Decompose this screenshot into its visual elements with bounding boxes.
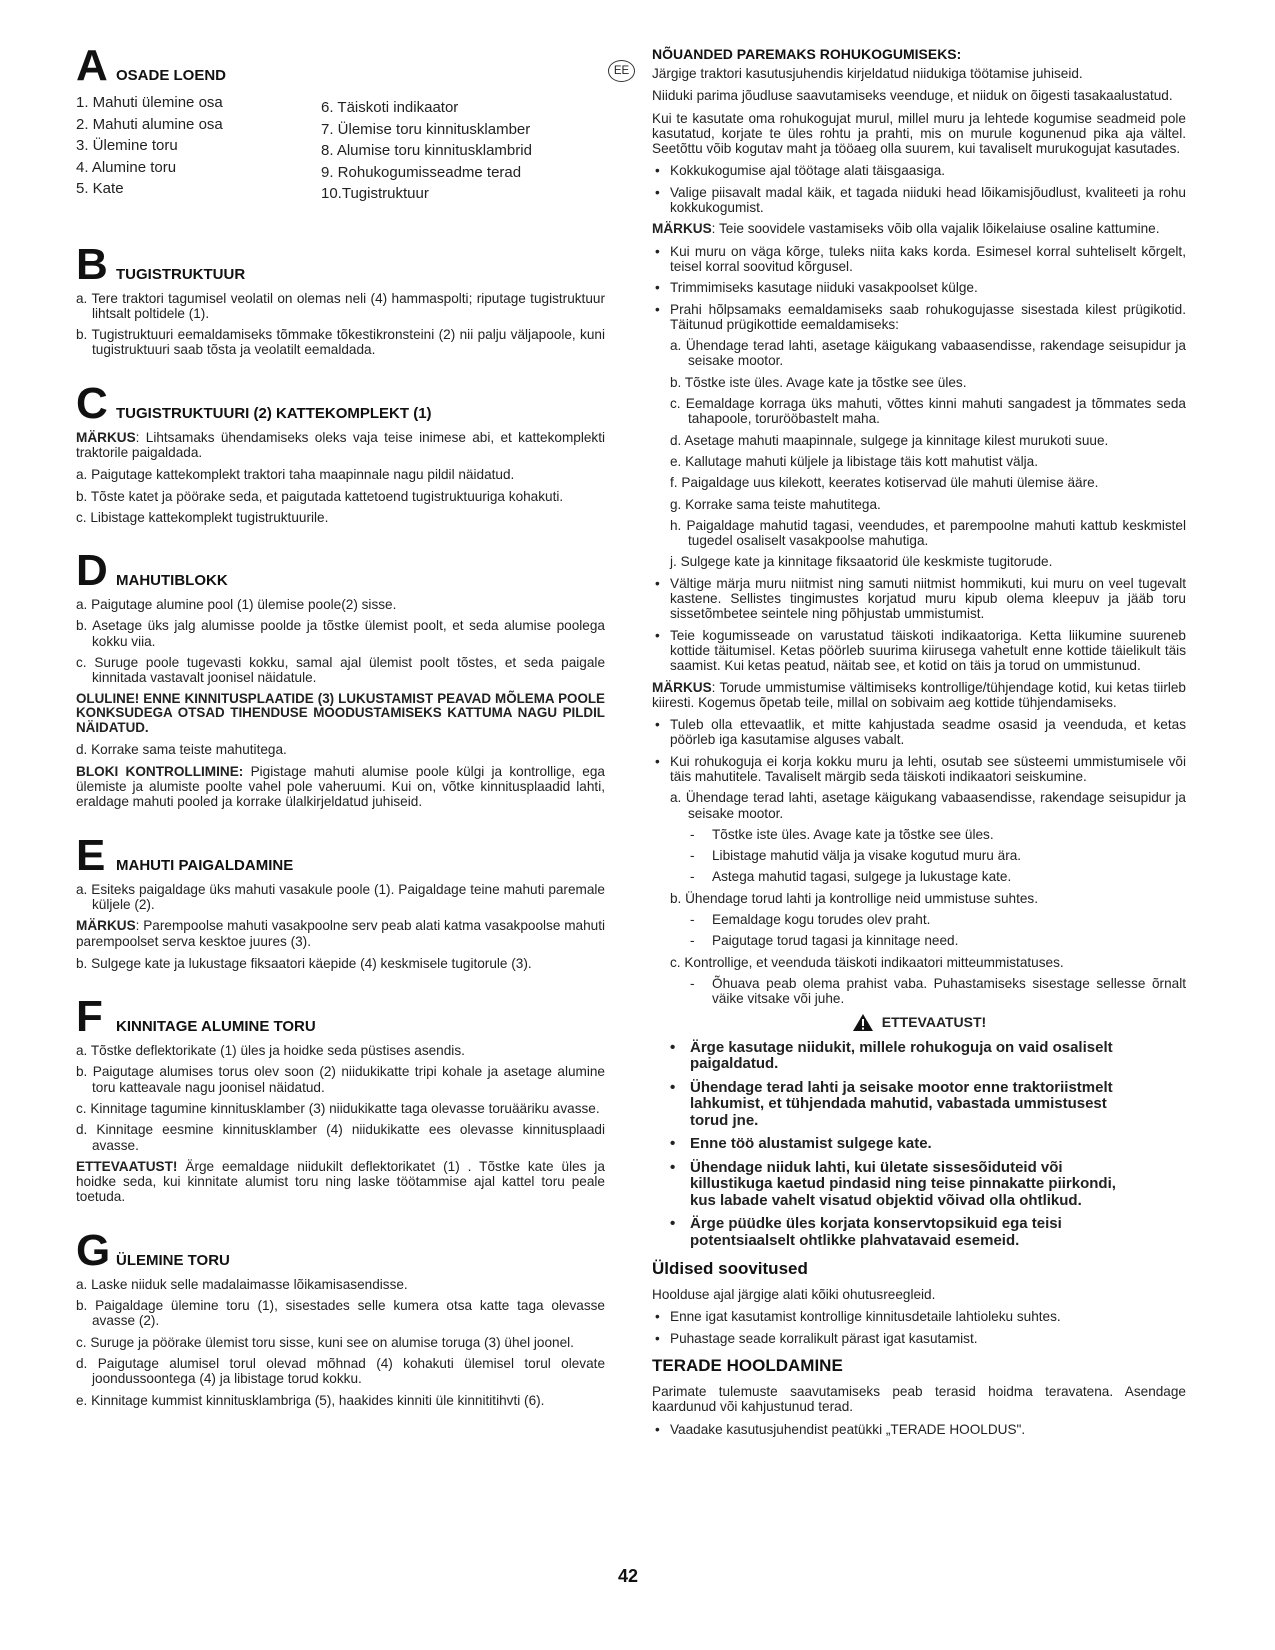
warning-item: • Ärge kasutage niidukit, millele rohukoguja on vaid osaliselt paigaldatud. <box>670 1040 1120 1073</box>
section-b <box>76 239 605 358</box>
section-letter: C <box>76 378 108 428</box>
section-title: KINNITAGE ALUMINE TORU <box>116 1018 316 1036</box>
section-letter: A <box>76 41 108 90</box>
section-a-header <box>76 41 605 90</box>
list-item: 1. Mahuti ülemine osa <box>76 94 223 111</box>
list-item: b. Paigutage alumises torus olev soon (2) niidukikatte tripi kohale ja asetage alumine toru katteavale nagu joonisel näidatud. <box>76 1064 605 1095</box>
section-title: MAHUTIBLOKK <box>116 572 228 590</box>
section-c-header <box>76 378 605 428</box>
bullet-item: • Valige piisavalt madal käik, et tagada niiduki head lõikamisjõudlust, kvaliteeti ja rohu kokkukogumist. <box>652 185 1186 216</box>
warning-item: • Ärge püüdke üles korjata konservtopsikuid ega teisi potentsiaalselt ohtlikke plahvatavaid esemeid. <box>670 1216 1120 1249</box>
bullet-item: • Prahi hõlpsamaks eemaldamiseks saab rohukogujasse sisestada kilest prügikotid. Täitunud prügikottide eemaldamiseks: <box>652 302 1186 333</box>
note: MÄRKUS: Torude ummistumise vältimiseks kontrollige/tühjendage kotid, kui ketas tiirleb kiiresti. Kogemus õpetab teile, millal on sobivaim aeg kottide tühjendamiseks. <box>652 679 1186 710</box>
list-item: 10.Tugistruktuur <box>321 185 429 202</box>
section-e <box>76 830 605 971</box>
list-item: b. Asetage üks jalg alumisse poolde ja tõstke ülemist poolt, et seda alumise poolega kokku viia. <box>76 618 605 649</box>
list-item: a. Laske niiduk selle madalaimasse lõikamisasendisse. <box>76 1276 408 1292</box>
page-number: 42 <box>618 1566 639 1586</box>
list-item: 7. Ülemise toru kinnitusklamber <box>321 120 531 138</box>
note: MÄRKUS: Parempoolse mahuti vasakpoolne serv peab alati katma vasakpoolse mahuti parempoolset serva kesktoe juures (3). <box>76 918 605 949</box>
step-item: h. Paigaldage mahutid tagasi, veendudes, et parempoolne mahuti kattub keskmistel tugedel osaliselt vasakpoolse mahutiga. <box>670 517 1186 549</box>
section-a <box>76 41 605 205</box>
step-item: g. Korrake sama teiste mahutitega. <box>670 496 881 512</box>
list-item: a. Tere traktori tagumisel veolatil on olemas neli (4) hammaspolti; riputage tugistruktuur lihtsalt poltidele (1). <box>76 290 605 321</box>
list-item: 4. Alumine toru <box>76 158 177 176</box>
block-check: BLOKI KONTROLLIMINE: Pigistage mahuti alumise poole külgi ja kontrollige, ega ülemiste ja alumiste poolte vahel pole vaheruumi. Kui on, võtke kinnitusplaadid lahti, eraldage mahuti pooled ja korrake ülalkirjeldatud juhiseid. <box>76 763 605 810</box>
list-item: d. Kinnitage eesmine kinnitusklamber (4) niidukikatte ees olevasse kinnitusplaadi avasse. <box>76 1122 605 1153</box>
section-c <box>76 378 605 525</box>
section-g <box>76 1225 605 1408</box>
parts-list <box>76 92 605 205</box>
section-letter: G <box>76 1225 111 1275</box>
section-title: MAHUTI PAIGALDAMINE <box>116 856 294 874</box>
bullet-item: • Kui muru on väga kõrge, tuleks niita kaks korda. Esimesel korral suhteliselt kõrgelt, teisel korral soovitud kõrgusel. <box>652 244 1186 275</box>
section-f <box>76 992 605 1205</box>
list-item: a. Tõstke deflektorikate (1) üles ja hoidke seda püstises asendis. <box>76 1043 465 1059</box>
bullet-item: • Tuleb olla ettevaatlik, et mitte kahjustada seadme osasid ja veenduda, et ketas pöörleb iga kasutamise alguses vabalt. <box>652 717 1186 748</box>
section-title: TUGISTRUKTUUR <box>116 265 246 283</box>
paragraph: Hoolduse ajal järgige alati kõiki ohutusreegleid. <box>652 1287 936 1303</box>
list-item: c. Suruge ja pöörake ülemist toru sisse, kuni see on alumise toruga (3) ühel joonel. <box>76 1334 574 1350</box>
caution: ETTEVAATUST! Ärge eemaldage niidukilt deflektorikatet (1) . Tõstke kate üles ja hoidke seda, kui kinnitate alumist toru ning laske töötammise ajal kattel toru peale toetuda. <box>76 1158 605 1205</box>
section-e-header <box>76 830 605 880</box>
dash-item: - Eemaldage kogu torudes olev praht. <box>688 912 1186 927</box>
section-title: ÜLEMINE TORU <box>116 1251 230 1269</box>
list-item: 9. Rohukogumisseadme terad <box>321 163 522 181</box>
list-item: b. Tugistruktuuri eemaldamiseks tõmmake tõkestikronsteini (2) nii palju väljapoole, kuni tugistruktuuri saab tõsta ja veolatilt eemaldada. <box>76 327 605 358</box>
section-b-header <box>76 239 605 289</box>
note: MÄRKUS: Teie soovidele vastamiseks võib olla vajalik lõikelaiuse osaline kattumine. <box>652 221 1160 237</box>
paragraph: Niiduki parima jõudluse saavutamiseks veenduge, et niiduk on õigesti tasakaalustatud. <box>652 88 1173 104</box>
step-item: a. Ühendage terad lahti, asetage käigukang vabaasendisse, rakendage seisupidur ja seisake mootor. <box>670 790 1186 821</box>
warning-item: • Ühendage terad lahti ja seisake mootor enne traktoriistmelt lahkumist, et tühjendada mahutid, vabastada ummistusest torud jne. <box>670 1080 1120 1130</box>
list-item: 5. Kate <box>76 180 124 197</box>
section-letter: B <box>76 239 108 289</box>
dash-item: - Paigutage torud tagasi ja kinnitage need. <box>688 933 1186 948</box>
general-title: Üldised soovitused <box>652 1259 808 1279</box>
section-letter: D <box>76 546 108 596</box>
dash-item: - Tõstke iste üles. Avage kate ja tõstke see üles. <box>688 827 1186 842</box>
warning-title <box>652 1013 1186 1032</box>
bullet-item: • Vältige märja muru niitmist ning samuti niitmist hommikuti, kui muru on veel tugevalt kastene. Sellistes tingimustes korjatud muru kipub olema kleepuv ja jääb toru sissetõmbetee seintele ning põhjustab ummistumist. <box>652 576 1186 622</box>
step-item: d. Asetage mahuti maapinnale, sulgege ja kinnitage kilest murukoti suue. <box>670 432 1109 448</box>
dash-item: - Libistage mahutid välja ja visake kogutud muru ära. <box>688 848 1186 863</box>
list-item: 2. Mahuti alumine osa <box>76 115 223 133</box>
step-item: j. Sulgege kate ja kinnitage fiksaatorid üle keskmiste tugitorude. <box>670 554 1053 570</box>
dash-item: - Õhuava peab olema prahist vaba. Puhastamiseks sisestage sellesse õrnalt väike vitsake või juhe. <box>688 976 1186 1007</box>
dash-item: - Astega mahutid tagasi, sulgege ja lukustage kate. <box>688 869 1186 884</box>
bullet-item: • Teie kogumisseade on varustatud täiskoti indikaatoriga. Ketta liikumine suureneb kottide täitumisel. Ketas pöörleb suurima kiirusega vahetult enne kottide täielikult täis saamist. Kui ketas peatud, näitab see, et kotid on täis ja torud on ummistunud. <box>652 628 1186 674</box>
step-item: b. Ühendage torud lahti ja kontrollige neid ummistuse suhtes. <box>670 890 1039 906</box>
language-badge: EE <box>608 60 635 82</box>
step-item: a. Ühendage terad lahti, asetage käigukang vabaasendisse, rakendage seisupidur ja seisake mootor. <box>670 338 1186 369</box>
blades-title: TERADE HOOLDAMINE <box>652 1355 843 1375</box>
bullet-item: • Puhastage seade korralikult pärast igat kasutamist. <box>652 1331 1186 1346</box>
warning-item: • Enne töö alustamist sulgege kate. <box>670 1136 1120 1153</box>
section-letter: E <box>76 830 106 880</box>
right-column <box>652 46 1186 1443</box>
list-item: b. Tõste katet ja pöörake seda, et paigutada kattetoend tugistruktuuriga kohakuti. <box>76 488 564 504</box>
section-letter: F <box>76 992 103 1042</box>
bullet-item: • Enne igat kasutamist kontrollige kinnitusdetaile lahtioleku suhtes. <box>652 1309 1186 1324</box>
left-column <box>76 41 605 1434</box>
warning-item: • Ühendage niiduk lahti, kui ületate sissesõiduteid või killustikuga kaetud pindasid ning teise pinnakatte piirkondi, kus labade vahelt visatud objektid võivad olla ohtlikud. <box>670 1160 1120 1210</box>
parts-col-2 <box>321 92 532 205</box>
note: MÄRKUS: Lihtsamaks ühendamiseks oleks vaja teise inimese abi, et kattekomplekti traktorile paigaldada. <box>76 429 605 460</box>
list-item: 6. Täiskoti indikaator <box>321 99 459 116</box>
paragraph: Kui te kasutate oma rohukogujat murul, millel muru ja lehtede kogumise seadmeid pole kasutatud, korjate te üles rohtu ja prahti, mis on murule kogunenud pika aja vältel. Seetõttu võib kogutav maht ja tööaeg olla suurem, kui tavaliselt murukogujat kasutades. <box>652 110 1186 157</box>
bullet-item: • Trimmimiseks kasutage niiduki vasakpoolset külge. <box>652 280 1186 295</box>
list-item: 8. Alumise toru kinnitusklambrid <box>321 142 532 159</box>
bullet-item: • Kokkukogumise ajal töötage alati täisgaasiga. <box>652 163 1186 178</box>
step-item: c. Kontrollige, et veenduda täiskoti indikaatori mitteummistatuses. <box>670 954 1064 970</box>
list-item: d. Paigutage alumisel torul olevad mõhnad (4) kohakuti ülemisel torul olevate joondussoontega (4) ja libistage torud kokku. <box>76 1355 605 1387</box>
list-item: a. Paigutage alumine pool (1) ülemise poole(2) sisse. <box>76 597 397 613</box>
list-item: c. Suruge poole tugevasti kokku, samal ajal ülemist poolt tõstes, et seda paigale kinnitada vastavalt joonisel näidatule. <box>76 655 605 686</box>
tips-heading: NÕUANDED PAREMAKS ROHUKOGUMISEKS: <box>652 46 962 62</box>
list-item: a. Paigutage kattekomplekt traktori taha maapinnale nagu pildil näidatud. <box>76 467 515 483</box>
section-d-header <box>76 546 605 596</box>
list-item: a. Esiteks paigaldage üks mahuti vasakule poole (1). Paigaldage teine mahuti paremale küljele (2). <box>76 881 605 912</box>
step-item: e. Kallutage mahuti küljele ja libistage täis kott mahutist välja. <box>670 453 1038 469</box>
list-item: 3. Ülemine toru <box>76 137 178 154</box>
section-title: OSADE LOEND <box>116 67 227 84</box>
bullet-item: • Vaadake kasutusjuhendist peatükki „TERADE HOOLDUS". <box>652 1422 1186 1437</box>
step-item: c. Eemaldage korraga üks mahuti, võttes kinni mahuti sangadest ja tõmmates seda tahapoole, torurööbastelt maha. <box>670 396 1186 427</box>
step-item: b. Tõstke iste üles. Avage kate ja tõstke see üles. <box>670 374 967 390</box>
list-item: d. Korrake sama teiste mahutitega. <box>76 742 287 758</box>
warning-icon <box>852 1013 874 1032</box>
section-g-header <box>76 1225 605 1275</box>
list-item: e. Kinnitage kummist kinnitusklambriga (5), haakides kinniti üle kinnititihvti (6). <box>76 1392 545 1408</box>
paragraph: Parimate tulemuste saavutamiseks peab terasid hoidma teravatena. Asendage kaardunud või kahjustunud terad. <box>652 1383 1186 1415</box>
warning-title-text: ETTEVAATUST! <box>881 1014 987 1031</box>
section-d <box>76 546 605 810</box>
step-item: f. Paigaldage uus kilekott, keerates kotiservad üle mahuti ülemise ääre. <box>670 475 1099 491</box>
important-notice: OLULINE! ENNE KINNITUSPLAATIDE (3) LUKUSTAMIST PEAVAD MÕLEMA POOLE KONKSUDEGA OTSAD TIHENDUSE MOODUSTAMISEKS KATTUMA NAGU PILDIL NÄIDATUD. <box>76 690 605 735</box>
list-item: c. Libistage kattekomplekt tugistruktuurile. <box>76 509 329 525</box>
bullet-item: • Kui rohukoguja ei korja kokku muru ja lehti, osutab see süsteemi ummistumisele või täis mahutitele. Tavaliselt märgib seda täiskoti indikaatori seiskumine. <box>652 754 1186 785</box>
list-item: b. Sulgege kate ja lukustage fiksaatori käepide (4) keskmisele tugitorule (3). <box>76 955 532 971</box>
section-f-header <box>76 992 605 1042</box>
paragraph: Järgige traktori kasutusjuhendis kirjeldatud niidukiga töötamise juhiseid. <box>652 66 1083 81</box>
parts-col-1 <box>76 92 321 205</box>
list-item: c. Kinnitage tagumine kinnitusklamber (3) niidukikatte taga olevasse toruääriku avasse. <box>76 1101 600 1116</box>
list-item: b. Paigaldage ülemine toru (1), sisestades selle kumera otsa katte taga olevasse avasse (2). <box>76 1298 605 1329</box>
section-title: TUGISTRUKTUURI (2) KATTEKOMPLEKT (1) <box>116 404 432 422</box>
